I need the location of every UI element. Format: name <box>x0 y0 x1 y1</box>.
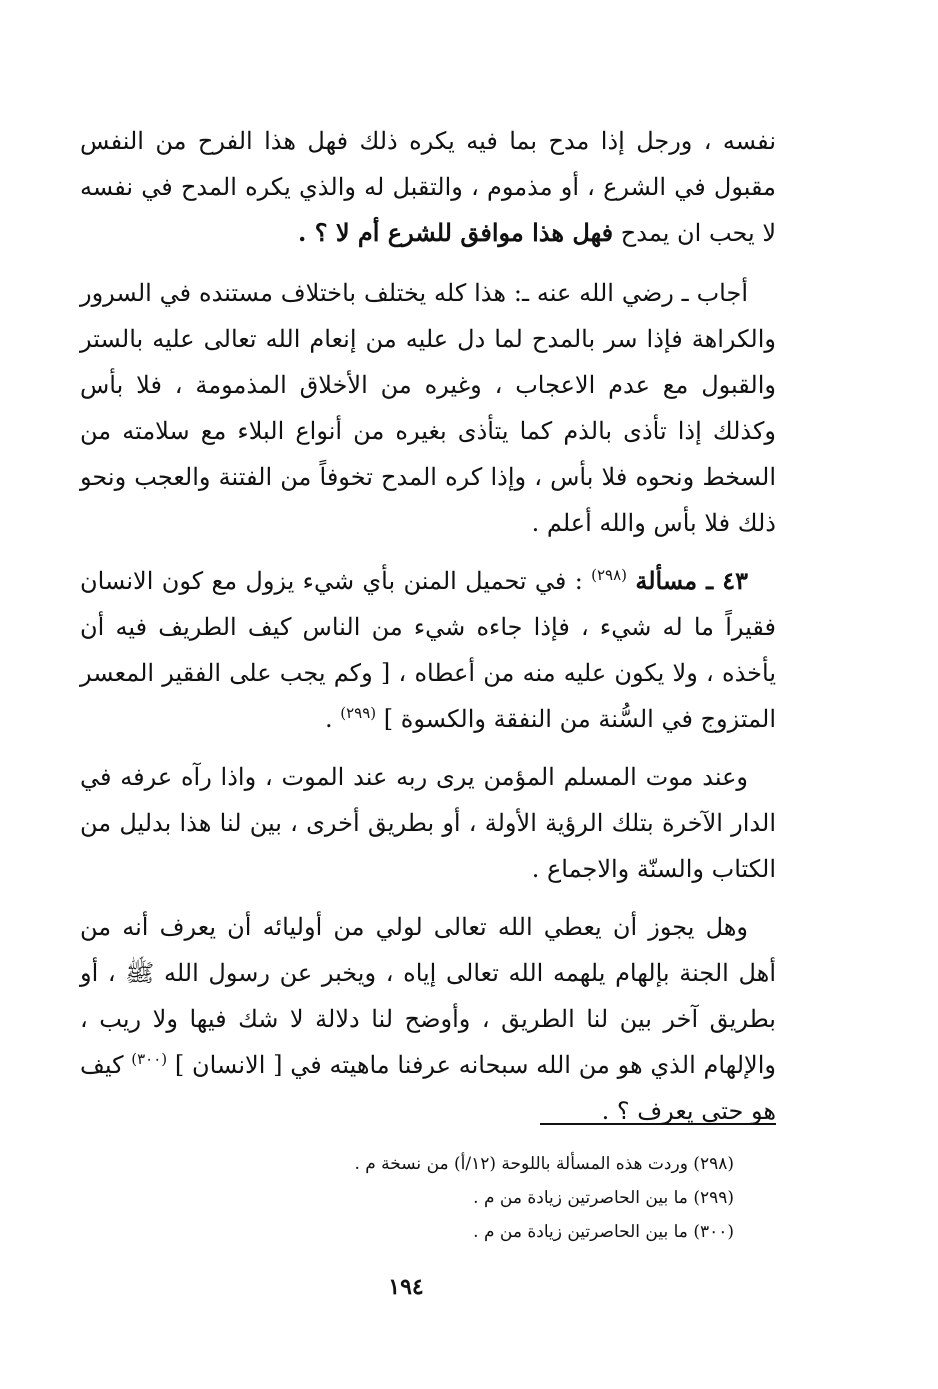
question-43-end: . <box>324 705 333 733</box>
footnote-ref-298: (٢٩٨) <box>591 566 628 584</box>
footnote-ref-299: (٢٩٩) <box>340 704 377 722</box>
footnote-ref-300: (٣٠٠) <box>131 1050 168 1068</box>
answer-text: أجاب ـ رضي الله عنه ـ: هذا كله يختلف باختلاف مستنده في السرور والكراهة فإذا سر بالمدح لما دل عليه من إنعام الله تعالى عليه بالستر والقبول مع عدم الاعجاب ، وغيره من الأخلاق المذمومة ، فلا بأس وكذلك إذا تأذى بالذم كما يتأذى بغيره من أنواع البلاء مع سلامته من السخط ونحوه فلا بأس ، وإذا كره المدح تخوفاً من الفتنة والعجب ونحو ذلك فلا بأس والله أعلم . <box>80 279 776 537</box>
question-continuation <box>80 118 776 256</box>
inspiration-text: وهل يجوز أن يعطي الله تعالى لولي من أوليائه أن يعرف أنه من أهل الجنة بإلهام يلهمه الله تعالى إياه ، ويخبر عن رسول الله ﷺ ، أو بطريق آخر بين لنا الطريق ، وأوضح لنا دلالة لا شك فيها ولا ريب ، والإلهام الذي هو من الله سبحانه عرفنا ماهيته في [ الانسان ] <box>80 913 776 1079</box>
main-text <box>80 118 776 1146</box>
question-43-text: : في تحميل المنن بأي شيء يزول مع كون الانسان فقيراً ما له شيء ، فإذا جاءه شيء من الناس كيف الطريف فيه أن يأخذه ، ولا يكون عليه منه من أعطاه ، [ وكم يجب على الفقير المعسر المتزوج في السُّنة من النفقة والكسوة ] <box>80 567 777 733</box>
page-number: ١٩٤ <box>388 1274 424 1300</box>
question-43-heading: ٤٣ ـ مسألة <box>635 566 749 595</box>
footnote-298: (٢٩٨) وردت هذه المسألة باللوحة (١٢/أ) من نسخة م . <box>354 1154 734 1174</box>
answer-paragraph <box>80 270 776 546</box>
question-43-paragraph <box>80 558 776 742</box>
footnote-300: (٣٠٠) ما بين الحاصرتين زيادة من م . <box>473 1222 734 1242</box>
question-continuation-bold: فهل هذا موافق للشرع أم لا ؟ . <box>298 218 614 247</box>
inspiration-paragraph <box>80 904 776 1134</box>
footnotes <box>80 1147 734 1249</box>
footnote-divider <box>540 1123 776 1125</box>
inspiration-end: كيف هو حتى يعرف ؟ . <box>80 1051 776 1125</box>
death-paragraph <box>80 754 776 892</box>
footnote-299: (٢٩٩) ما بين الحاصرتين زيادة من م . <box>473 1188 734 1208</box>
death-text: وعند موت المسلم المؤمن يرى ربه عند الموت ، واذا رآه عرفه في الدار الآخرة بتلك الرؤية الأولة ، أو بطريق أخرى ، بين لنا هذا بدليل من الكتاب والسنّة والاجماع . <box>80 763 776 883</box>
question-continuation-text: نفسه ، ورجل إذا مدح بما فيه يكره ذلك فهل هذا الفرح من النفس مقبول في الشرع ، أو مذموم ، والتقبل له والذي يكره المدح في نفسه لا يحب ان يمدح <box>80 127 776 247</box>
